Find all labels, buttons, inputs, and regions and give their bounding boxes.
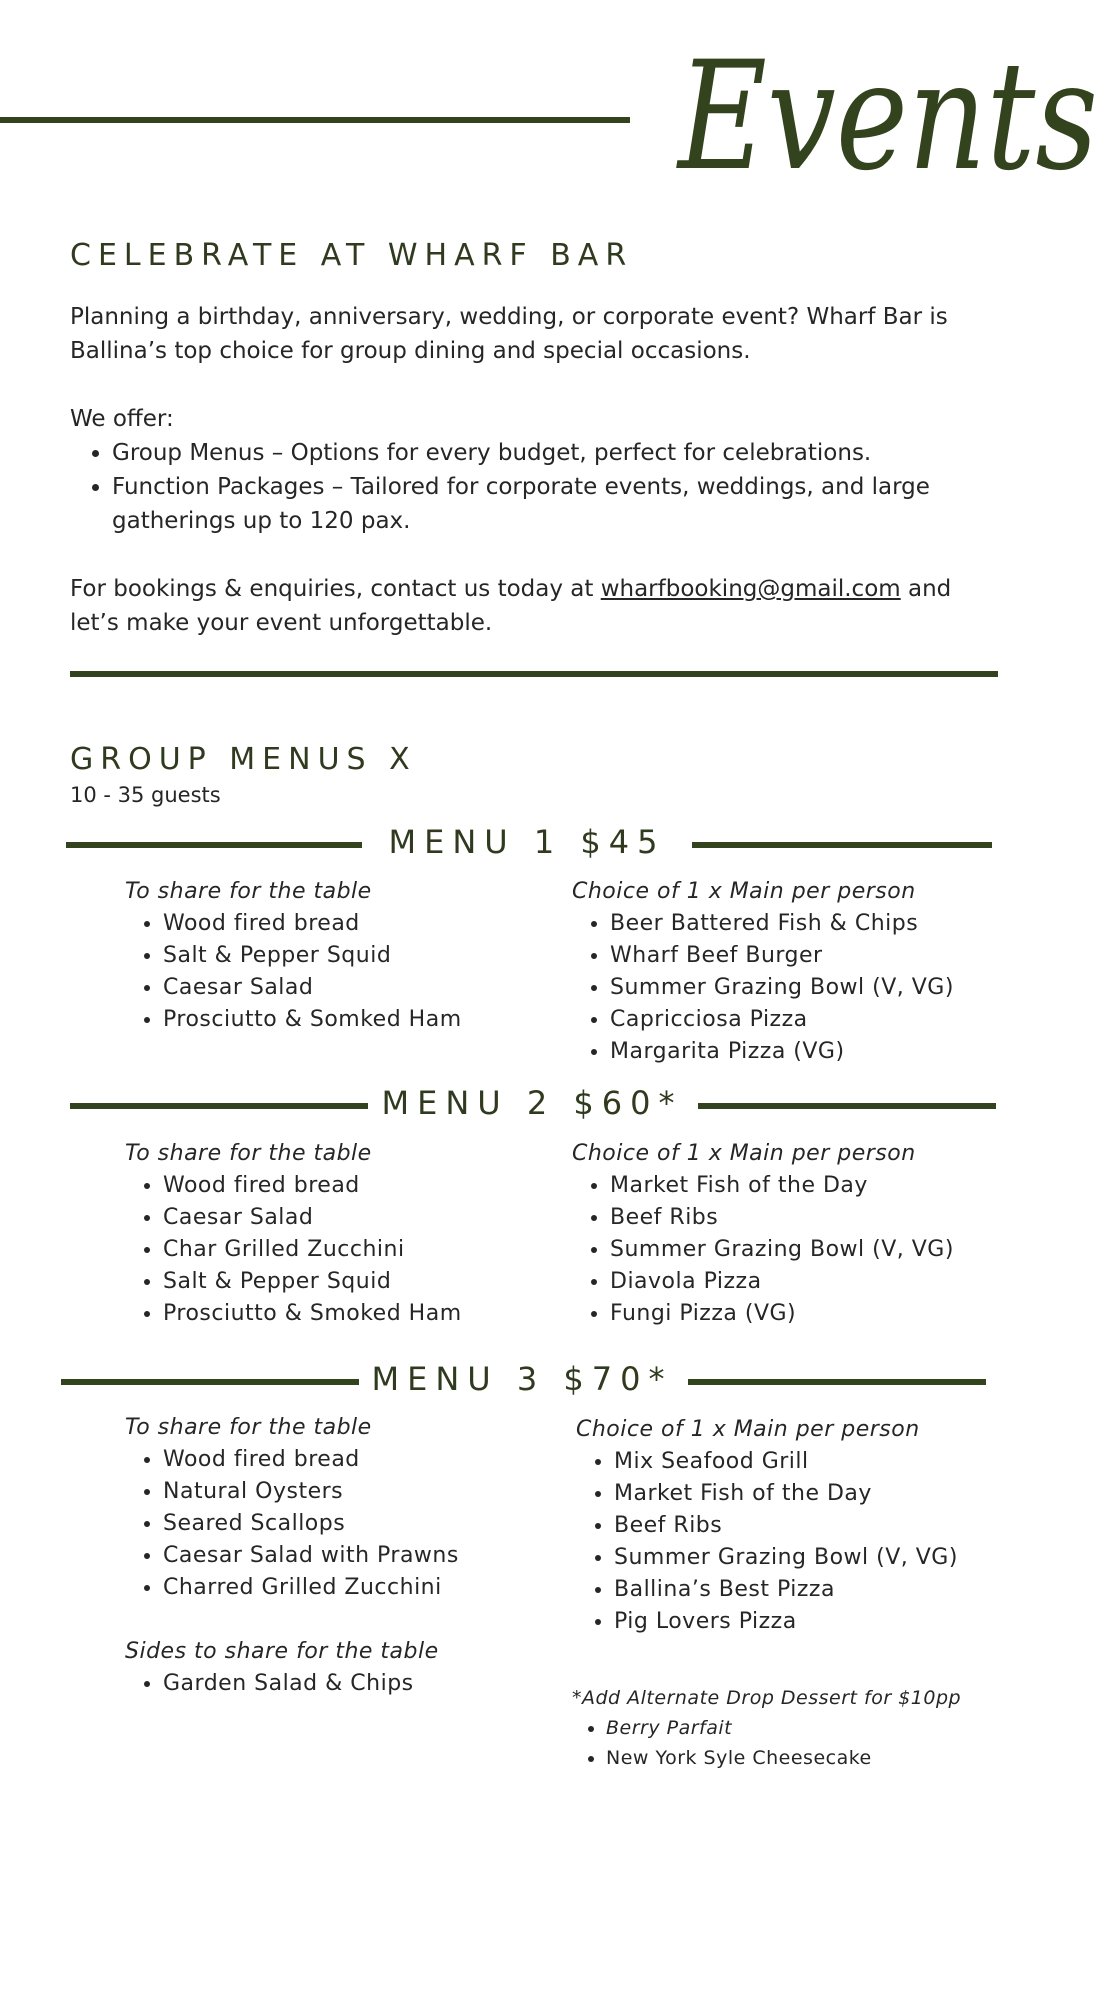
contact-text (70, 572, 990, 640)
menu-item: • Mix Seafood Grill (614, 1446, 1016, 1478)
menu2-share-label: To share for the table (125, 1141, 372, 1166)
menu3-main-label: Choice of 1 x Main per person (576, 1417, 920, 1442)
menu-item: • Beef Ribs (614, 1510, 1016, 1542)
menu2-rule-right (698, 1103, 996, 1109)
menu3-share-column (125, 1412, 545, 1700)
menu-item: • Summer Grazing Bowl (V, VG) (610, 1234, 1012, 1266)
menu-item: • Capricciosa Pizza (610, 1004, 1012, 1036)
menu2-main-list (572, 1170, 1012, 1330)
menu-item: • Pig Lovers Pizza (614, 1606, 1016, 1638)
dessert-list (572, 1713, 961, 1773)
menu-item: • Beef Ribs (610, 1202, 1012, 1234)
menu1-rule-right (692, 842, 992, 848)
contact-before: For bookings & enquiries, contact us today at (70, 576, 594, 602)
menu-item: • Market Fish of the Day (614, 1478, 1016, 1510)
events-logo (670, 18, 1110, 193)
menu-item: • Garden Salad & Chips (163, 1668, 545, 1700)
menu-item: • Summer Grazing Bowl (V, VG) (614, 1542, 1016, 1574)
guests-note: 10 - 35 guests (70, 783, 221, 807)
menu1-title: MENU 1 $45 (388, 823, 666, 861)
dessert-item: • Berry Parfait (606, 1713, 961, 1743)
menu-item: • Prosciutto & Somked Ham (163, 1004, 525, 1036)
menu3-title: MENU 3 $70* (371, 1360, 673, 1398)
menu2-title: MENU 2 $60* (381, 1084, 683, 1122)
intro-divider (70, 671, 998, 677)
menu-item: • Salt & Pepper Squid (163, 1266, 525, 1298)
menu-item: • Market Fish of the Day (610, 1170, 1012, 1202)
contact-email-link[interactable]: wharfbooking@gmail.com (600, 576, 901, 602)
contact-after: and let’s make your event unforgettable. (70, 576, 952, 636)
intro-paragraph: Planning a birthday, anniversary, wedding, or corporate event? Wharf Bar is Ballina’s top choice for group dining and special occasions. (70, 304, 948, 364)
menu-item: • Char Grilled Zucchini (163, 1234, 525, 1266)
intro-block (70, 300, 990, 640)
menu1-main-column (572, 876, 1012, 1068)
celebrate-heading: CELEBRATE AT WHARF BAR (70, 238, 634, 273)
menu3-rule-left (61, 1379, 359, 1385)
offer-item: • Function Packages – Tailored for corporate events, weddings, and large gatherings up to 120 pax. (112, 470, 990, 538)
menu-item: • Fungi Pizza (VG) (610, 1298, 1012, 1330)
menu1-share-column (125, 876, 525, 1036)
menu3-main-column (576, 1414, 1016, 1638)
dessert-label: *Add Alternate Drop Dessert for $10pp (572, 1687, 962, 1709)
offer-item: • Group Menus – Options for every budget, perfect for celebrations. (112, 436, 990, 470)
menu1-rule-left (66, 842, 362, 848)
menu-item: • Charred Grilled Zucchini (163, 1572, 545, 1604)
menu-item: • Wharf Beef Burger (610, 940, 1012, 972)
menu-item: • Margarita Pizza (VG) (610, 1036, 1012, 1068)
menu-item: • Prosciutto & Smoked Ham (163, 1298, 525, 1330)
menu1-main-label: Choice of 1 x Main per person (572, 879, 916, 904)
header-divider (0, 117, 630, 123)
offer-list (70, 436, 990, 538)
menu2-main-column (572, 1138, 1012, 1330)
menu2-main-label: Choice of 1 x Main per person (572, 1141, 916, 1166)
menu3-rule-right (688, 1379, 986, 1385)
menu-item: • Ballina’s Best Pizza (614, 1574, 1016, 1606)
dessert-addon (572, 1683, 961, 1773)
dessert-item: • New York Syle Cheesecake (606, 1743, 961, 1773)
menu-item: • Salt & Pepper Squid (163, 940, 525, 972)
menu3-sides-list (125, 1668, 545, 1700)
menu-item: • Diavola Pizza (610, 1266, 1012, 1298)
menu-item: • Seared Scallops (163, 1508, 545, 1540)
events-logo-text: Events (675, 30, 1098, 193)
menu1-main-list (572, 908, 1012, 1068)
menu3-sides-label: Sides to share for the table (125, 1639, 439, 1664)
menu3-share-list (125, 1444, 545, 1604)
offer-label: We offer: (70, 406, 174, 432)
menu-item: • Caesar Salad with Prawns (163, 1540, 545, 1572)
group-menus-heading: GROUP MENUS X (70, 742, 417, 777)
menu-item: • Wood fired bread (163, 1444, 545, 1476)
menu1-share-list (125, 908, 525, 1036)
menu-item: • Beer Battered Fish & Chips (610, 908, 1012, 940)
menu2-rule-left (70, 1103, 368, 1109)
menu2-share-column (125, 1138, 525, 1330)
menu3-share-label: To share for the table (125, 1415, 372, 1440)
menu-item: • Caesar Salad (163, 1202, 525, 1234)
menu-item: • Wood fired bread (163, 908, 525, 940)
menu2-share-list (125, 1170, 525, 1330)
menu-item: • Summer Grazing Bowl (V, VG) (610, 972, 1012, 1004)
menu-item: • Caesar Salad (163, 972, 525, 1004)
menu1-share-label: To share for the table (125, 879, 372, 904)
menu-item: • Wood fired bread (163, 1170, 525, 1202)
menu-item: • Natural Oysters (163, 1476, 545, 1508)
menu3-main-list (576, 1446, 1016, 1638)
